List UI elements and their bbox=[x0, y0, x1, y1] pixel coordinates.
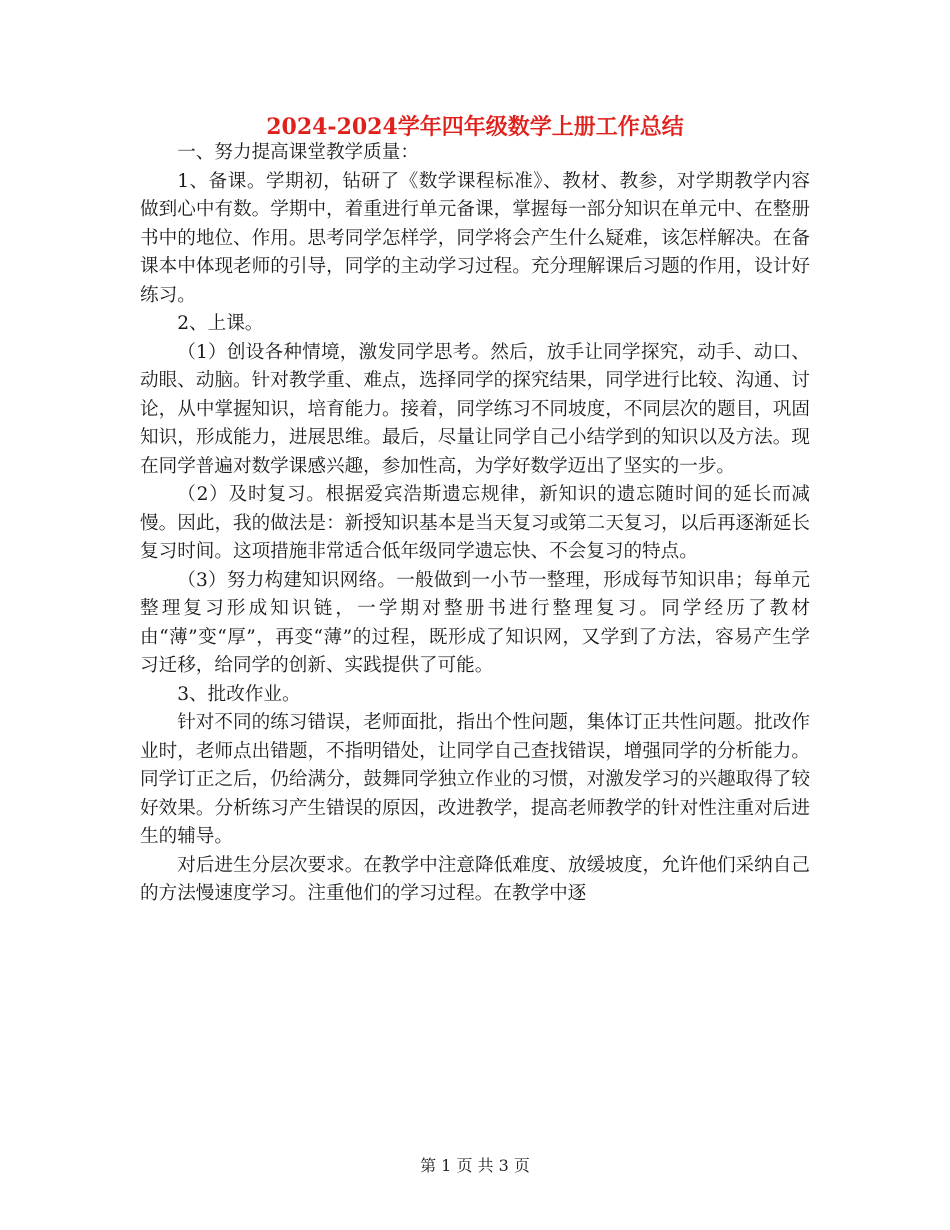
document-title: 2024-2024学年四年级数学上册工作总结 bbox=[266, 114, 684, 140]
paragraph-homework-heading: 3、批改作业。 bbox=[177, 683, 301, 705]
paragraph-struggling-students: 对后进生分层次要求。在教学中注意降低难度、放缓坡度，允许他们采纳自己的方法慢速度学习。注重他们的学习过程。在教学中逐 bbox=[140, 854, 810, 904]
document-body bbox=[140, 139, 810, 909]
paragraph-class-heading: 2、上课。 bbox=[177, 313, 264, 334]
paragraph-knowledge-network: （3）努力构建知识网络。一般做到一小节一整理，形成每节知识串；每单元整理复习形成知识链，一学期对整册书进行整理复习。同学经历了教材由“薄”变“厚”，再变“薄”的过程，既形成了知识网，又学到了方法，容易产生学习迁移，给同学的创新、实践提供了可能。 bbox=[140, 569, 810, 676]
section-heading: 一、努力提高课堂教学质量： bbox=[177, 142, 419, 163]
paragraph-homework: 针对不同的练习错误，老师面批，指出个性问题，集体订正共性问题。批改作业时，老师点出错题，不指明错处，让同学自己查找错误，增强同学的分析能力。同学订正之后，仍给满分，鼓舞同学独立作业的习惯，对激发学习的兴趣取得了较好效果。分析练习产生错误的原因，改进教学，提高老师教学的针对性注重对后进生的辅导。 bbox=[140, 712, 810, 847]
page-footer: 第 1 页 共 3 页 bbox=[420, 1156, 530, 1175]
paragraph-lesson-prep: 1、备课。学期初，钻研了《数学课程标准》、教材、教参，对学期教学内容做到心中有数。学期中，着重进行单元备课，掌握每一部分知识在单元中、在整册书中的地位、作用。思考同学怎样学，同学将会产生什么疑难，该怎样解决。在备课本中体现老师的引导，同学的主动学习过程。充分理解课后习题的作用，设计好练习。 bbox=[140, 170, 810, 306]
paragraph-situations: （1）创设各种情境，激发同学思考。然后，放手让同学探究，动手、动口、动眼、动脑。针对教学重、难点，选择同学的探究结果，同学进行比较、沟通、讨论，从中掌握知识，培育能力。接着，同学练习不同坡度，不同层次的题目，巩固知识，形成能力，进展思维。最后，尽量让同学自己小结学到的知识以及方法。现在同学普遍对数学课感兴趣，参加性高，为学好数学迈出了坚实的一步。 bbox=[140, 341, 810, 477]
paragraph-review: （2）及时复习。根据爱宾浩斯遗忘规律，新知识的遗忘随时间的延长而减慢。因此，我的做法是：新授知识基本是当天复习或第二天复习，以后再逐渐延长复习时间。这项措施非常适合低年级同学遗忘快、不会复习的特点。 bbox=[140, 484, 810, 562]
